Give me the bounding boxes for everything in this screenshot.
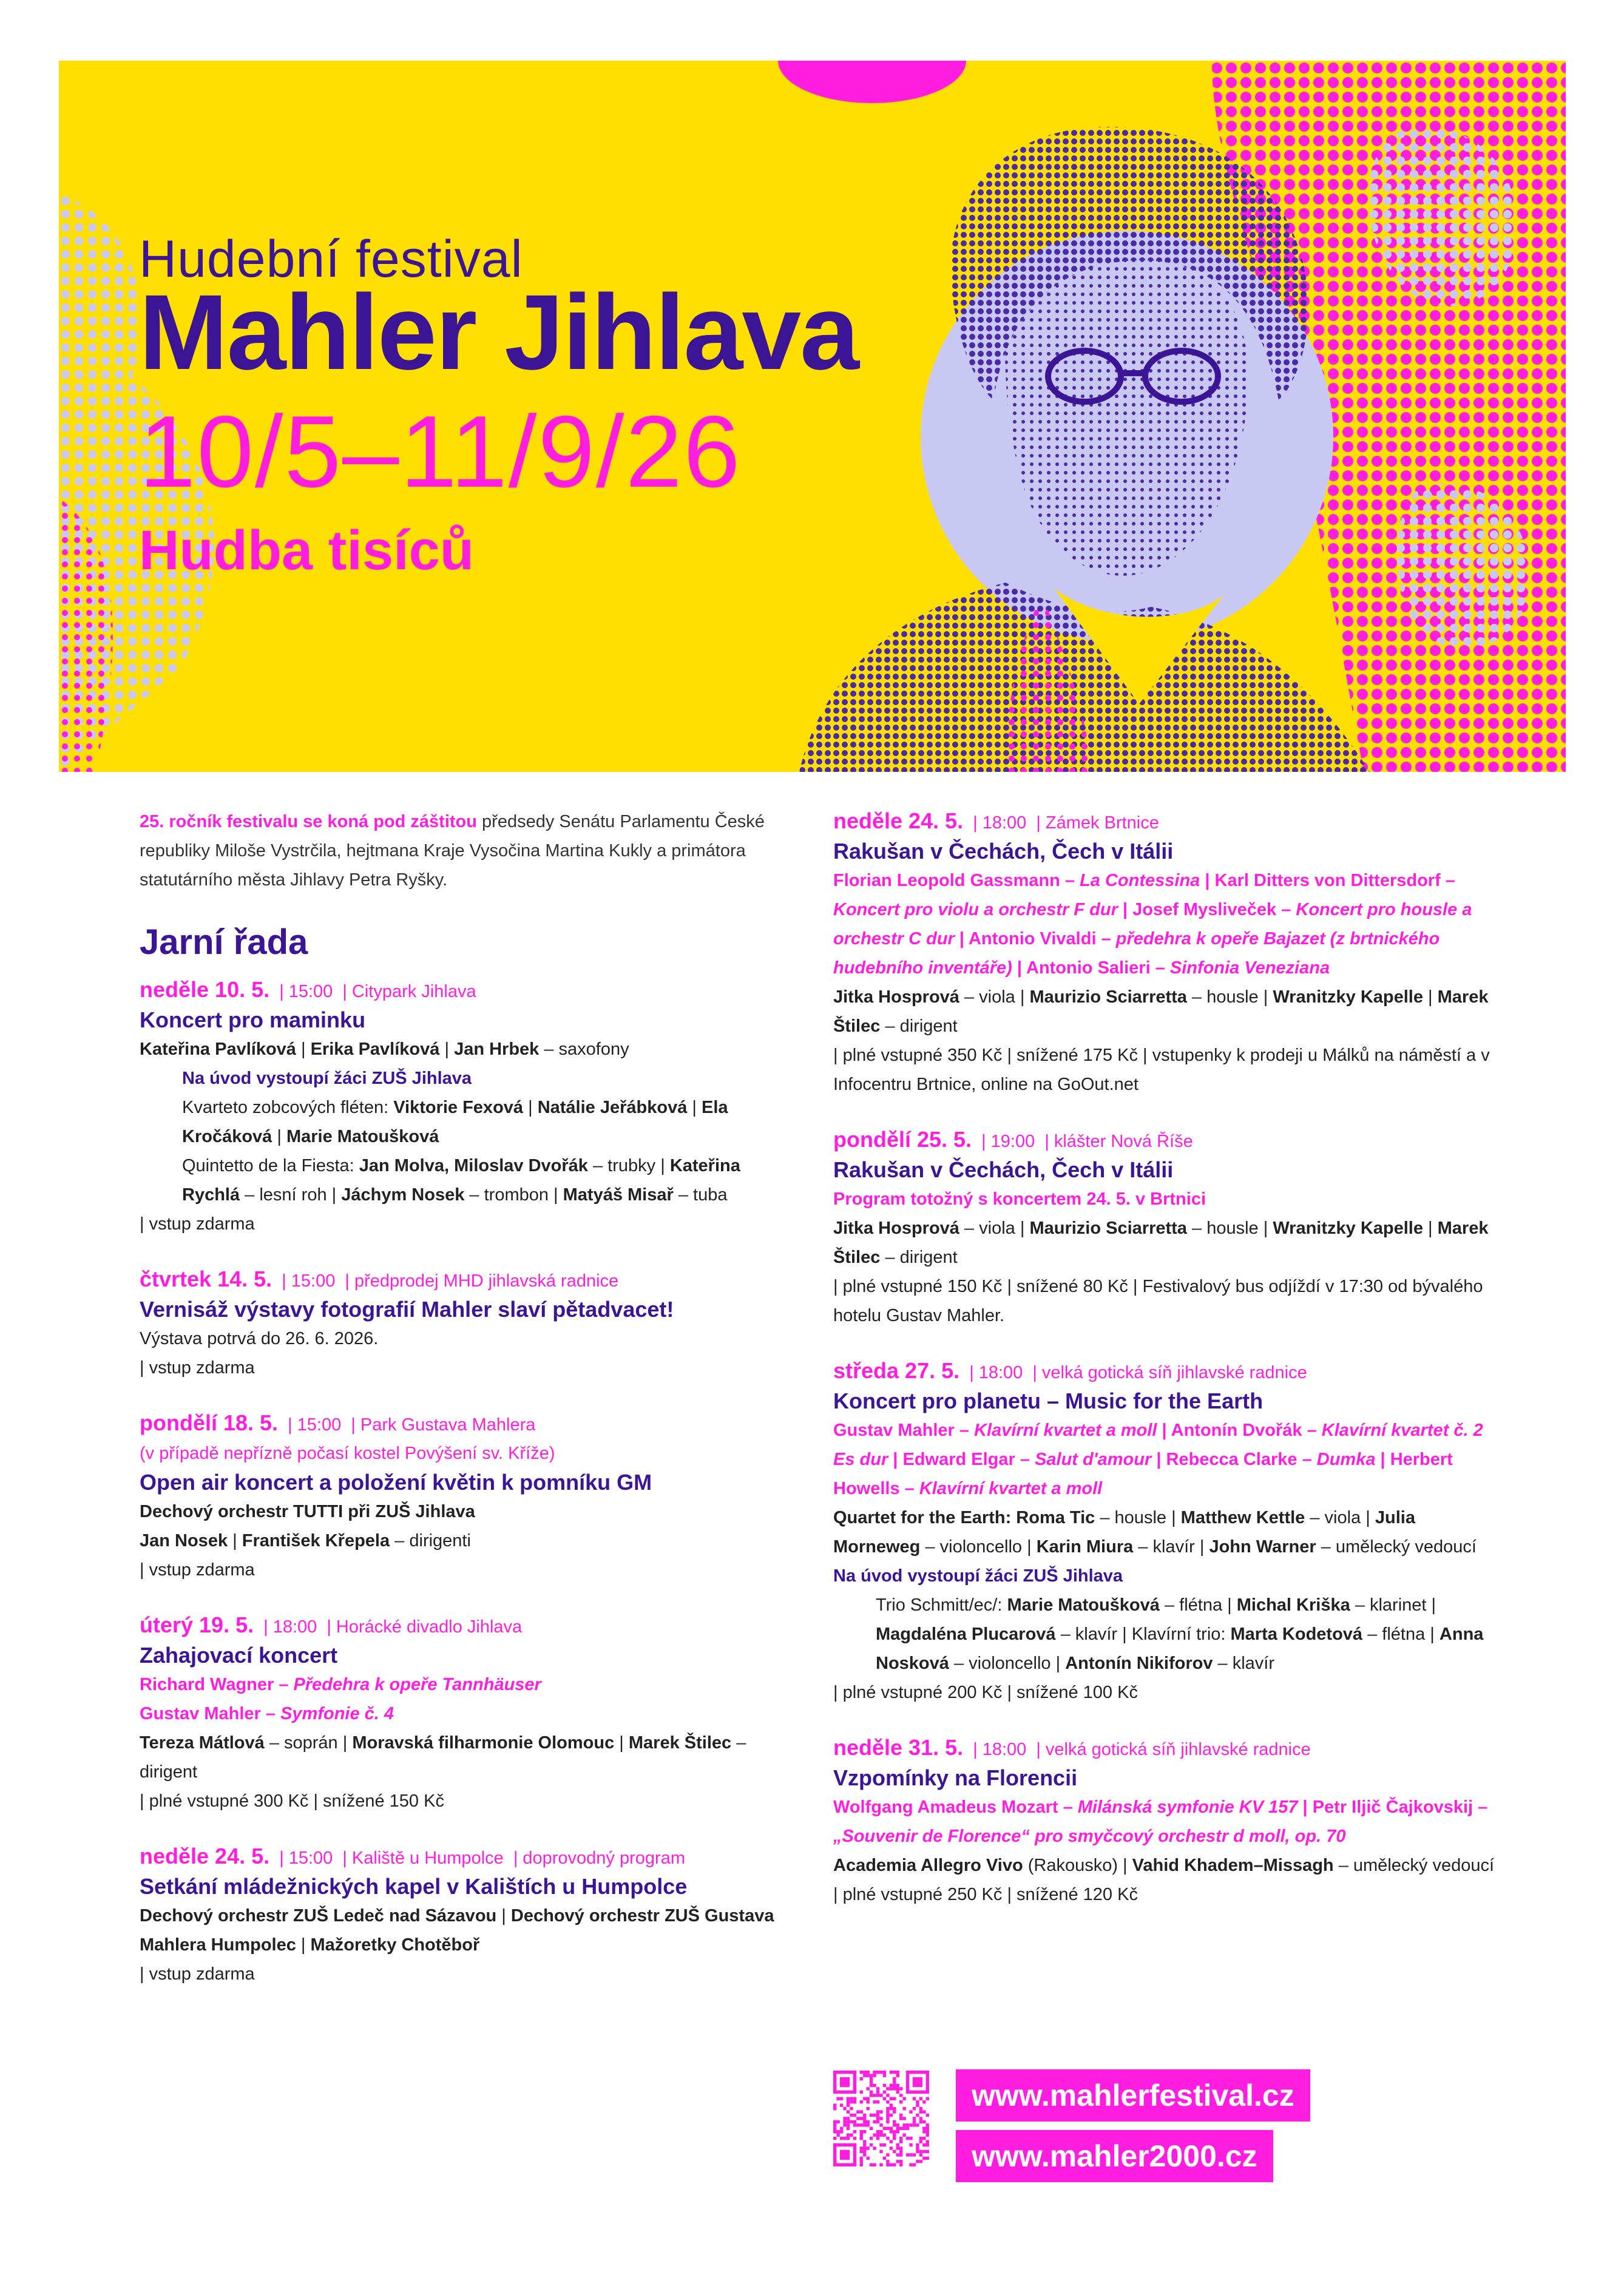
event-meta: klášter Nová Říše — [1054, 1132, 1193, 1151]
event-date: pondělí 18. 5. — [140, 1410, 279, 1435]
event-detail-line: Kvarteto zobcových fléten: Viktorie Fexová | Natálie Jeřábková | Ela Kročáková | Marie Matoušková — [182, 1098, 728, 1146]
festival-subtitle: Hudební festival — [139, 230, 523, 288]
event-meta: 18:00 — [982, 1740, 1027, 1759]
event-meta: Citypark Jihlava — [351, 982, 476, 1001]
event-meta: 15:00 — [291, 1271, 336, 1291]
event-title: Vernisáž výstavy fotografií Mahler slaví pětadvacet! — [140, 1297, 674, 1322]
event-date: neděle 10. 5. — [140, 977, 270, 1002]
event-detail-line: | vstup zdarma — [140, 1964, 255, 1984]
event-title: Koncert pro maminku — [140, 1007, 366, 1032]
event-detail-line: Academia Allegro Vivo (Rakousko) | Vahid Khadem–Missagh – umělecký vedoucí — [833, 1856, 1495, 1875]
event-note: (v případě nepřízně počasí kostel Povýšení sv. Kříže) — [140, 1444, 555, 1463]
event-detail-line: Na úvod vystoupí žáci ZUŠ Jihlava — [182, 1069, 472, 1088]
event-date: pondělí 25. 5. — [833, 1127, 972, 1152]
event-program: Gustav Mahler – Symfonie č. 4 — [140, 1704, 394, 1723]
series-title: Jarní řada — [140, 922, 308, 962]
event-title: Rakušan v Čechách, Čech v Itálii — [833, 839, 1174, 864]
event-program: Wolfgang Amadeus Mozart – Milánská symfonie KV 157 | Petr Iljič Čajkovskij – „Souvenir de Florence“ pro smyčcový orchestr d moll, op. 70 — [833, 1797, 1488, 1846]
program-column-left — [140, 807, 783, 2015]
event-detail-line: Dechový orchestr ZUŠ Ledeč nad Sázavou | Dechový orchestr ZUŠ Gustava Mahlera Humpolec | Mažoretky Chotěboř — [140, 1906, 774, 1955]
festival-title: Mahler Jihlava — [139, 273, 859, 392]
event-meta: předprodej MHD jihlavská radnice — [354, 1271, 619, 1291]
event-list-right — [833, 807, 1495, 1909]
event-item — [833, 807, 1495, 1099]
event-title: Zahajovací koncert — [140, 1643, 338, 1668]
event-detail-line: Tereza Mátlová – soprán | Moravská filharmonie Olomouc | Marek Štilec – dirigent — [140, 1733, 746, 1782]
event-meta: velká gotická síň jihlavské radnice — [1041, 1363, 1307, 1382]
festival-motto: Hudba tisíců — [139, 519, 475, 581]
event-header: čtvrtek 14. 5. | 15:00 | předprodej MHD jihlavská radnice — [140, 1266, 619, 1291]
event-meta: 18:00 — [978, 1363, 1023, 1382]
festival-website-link[interactable]: www.mahlerfestival.cz — [956, 2069, 1310, 2122]
hero-banner — [59, 61, 1566, 772]
event-detail-line: Jitka Hosprová – viola | Maurizio Sciarretta – housle | Wranitzky Kapelle | Marek Štilec – dirigent — [833, 1219, 1489, 1267]
event-meta: 19:00 — [990, 1132, 1035, 1151]
intro-paragraph — [140, 807, 783, 894]
event-detail-line: Dechový orchestr TUTTI při ZUŠ Jihlava — [140, 1502, 475, 1521]
event-date: středa 27. 5. — [833, 1358, 960, 1383]
event-meta: Horácké divadlo Jihlava — [336, 1617, 523, 1637]
festival-dates: 10/5–11/9/26 — [139, 394, 742, 509]
event-program: Richard Wagner – Předehra k opeře Tannhäuser — [140, 1675, 541, 1694]
event-title: Vzpomínky na Florencii — [833, 1765, 1078, 1790]
event-detail-line: | plné vstupné 200 Kč | snížené 100 Kč — [833, 1683, 1138, 1702]
event-detail-line: | plné vstupné 300 Kč | snížené 150 Kč — [140, 1791, 444, 1811]
intro-highlight: 25. ročník festivalu se koná pod záštitou — [140, 812, 477, 831]
event-program: Gustav Mahler – Klavírní kvartet a moll | Antonín Dvořák – Klavírní kvartet č. 2 Es dur | Edward Elgar – Salut d'amour | Rebecca Clarke – Dumka | Herbert Howells – Klavírní kvartet a moll — [833, 1421, 1483, 1498]
event-header: pondělí 18. 5. | 15:00 | Park Gustava Mahlera — [140, 1410, 536, 1435]
event-item — [833, 1734, 1495, 1909]
event-meta: velká gotická síň jihlavské radnice — [1045, 1740, 1311, 1759]
event-header: neděle 10. 5. | 15:00 | Citypark Jihlava — [140, 977, 476, 1002]
event-detail-line: | vstup zdarma — [140, 1214, 255, 1234]
event-meta: Kaliště u Humpolce — [351, 1848, 504, 1868]
event-detail-line: Jan Nosek | František Křepela – dirigenti — [140, 1531, 471, 1550]
event-meta: 15:00 — [288, 1848, 333, 1868]
mahler2000-website-link[interactable]: www.mahler2000.cz — [956, 2130, 1273, 2182]
event-detail-line: Kateřina Pavlíková | Erika Pavlíková | Jan Hrbek – saxofony — [140, 1040, 629, 1059]
event-header: neděle 24. 5. | 15:00 | Kaliště u Humpolce | doprovodný program — [140, 1844, 685, 1868]
event-detail-line: Quartet for the Earth: Roma Tic – housle | Matthew Kettle – viola | Julia Morneweg – violoncello | Karin Miura – klavír | John Warner – umělecký vedoucí — [833, 1508, 1477, 1557]
event-detail-line: Na úvod vystoupí žáci ZUŠ Jihlava — [833, 1566, 1123, 1586]
event-detail-line: | plné vstupné 250 Kč | snížené 120 Kč — [833, 1885, 1138, 1904]
event-detail-line: | plné vstupné 150 Kč | snížené 80 Kč | Festivalový bus odjíždí v 17:30 od bývalého hotelu Gustav Mahler. — [833, 1277, 1483, 1325]
event-detail-line: | vstup zdarma — [140, 1560, 255, 1580]
event-header: středa 27. 5. | 18:00 | velká gotická síň jihlavské radnice — [833, 1358, 1307, 1383]
event-title: Setkání mládežnických kapel v Kalištích u Humpolce — [140, 1874, 688, 1899]
event-item — [140, 1265, 783, 1382]
event-detail-line: | vstup zdarma — [140, 1358, 255, 1378]
event-item — [140, 1409, 783, 1584]
event-date: neděle 24. 5. — [140, 1844, 270, 1868]
event-title: Open air koncert a položení květin k pomníku GM — [140, 1470, 652, 1495]
event-meta: Park Gustava Mahlera — [360, 1415, 536, 1435]
intro-text: předsedy Senátu Parlamentu České republiky Miloše Vystrčila, hejtmana Kraje Vysočina Martina Kukly a primátora statutárního města Jihlavy Petra Ryšky. — [140, 812, 765, 890]
event-item — [140, 1611, 783, 1816]
event-detail-line: Trio Schmitt/ec/: Marie Matoušková – flétna | Michal Kriška – klarinet | Magdaléna Plucarová – klavír | Klavírní trio: Marta Kodetová – flétna | Anna Nosková – violoncello | Antonín Nikiforov – klavír — [876, 1595, 1484, 1673]
event-program: Program totožný s koncertem 24. 5. v Brtnici — [833, 1189, 1206, 1209]
program-column-right — [833, 807, 1495, 1936]
event-item — [833, 1126, 1495, 1330]
event-header: úterý 19. 5. | 18:00 | Horácké divadlo Jihlava — [140, 1612, 523, 1637]
event-program: Florian Leopold Gassmann – La Contessina | Karl Ditters von Dittersdorf – Koncert pro violu a orchestr F dur | Josef Mysliveček – Koncert pro housle a orchestr C dur | Antonio Vivaldi – předehra k opeře Bajazet (z brtnického hudebního inventáře) | Antonio Salieri – Sinfonia Veneziana — [833, 871, 1472, 978]
event-meta: 15:00 — [288, 982, 333, 1001]
qr-code-icon[interactable] — [833, 2071, 929, 2166]
event-list-left — [140, 976, 783, 1989]
event-title: Koncert pro planetu – Music for the Earth — [833, 1388, 1264, 1413]
event-detail-line: Jitka Hosprová – viola | Maurizio Sciarretta – housle | Wranitzky Kapelle | Marek Štilec – dirigent — [833, 987, 1489, 1036]
event-meta: 18:00 — [982, 813, 1027, 833]
event-item — [833, 1357, 1495, 1707]
event-meta: Zámek Brtnice — [1045, 813, 1159, 833]
decor-circle-top — [778, 61, 966, 103]
event-date: neděle 31. 5. — [833, 1735, 964, 1760]
event-meta: doprovodný program — [523, 1848, 685, 1868]
event-header: pondělí 25. 5. | 19:00 | klášter Nová Říše — [833, 1127, 1193, 1152]
event-header: neděle 24. 5. | 18:00 | Zámek Brtnice — [833, 808, 1159, 833]
event-date: neděle 24. 5. — [833, 808, 964, 833]
event-detail-line: | plné vstupné 350 Kč | snížené 175 Kč | vstupenky k prodeji u Málků na náměstí a v Infocentru Brtnice, online na GoOut.net — [833, 1046, 1490, 1094]
event-date: čtvrtek 14. 5. — [140, 1266, 272, 1291]
event-detail-line: Výstava potrvá do 26. 6. 2026. — [140, 1329, 379, 1348]
event-header: neděle 31. 5. | 18:00 | velká gotická síň jihlavské radnice — [833, 1735, 1311, 1760]
event-item — [140, 1842, 783, 1989]
event-date: úterý 19. 5. — [140, 1612, 254, 1637]
event-item — [140, 976, 783, 1239]
event-detail-line: Quintetto de la Fiesta: Jan Molva, Miloslav Dvořák – trubky | Kateřina Rychlá – lesní roh | Jáchym Nosek – trombon | Matyáš Misař – tuba — [182, 1156, 740, 1205]
event-meta: 18:00 — [272, 1617, 317, 1637]
event-meta: 15:00 — [297, 1415, 342, 1435]
event-title: Rakušan v Čechách, Čech v Itálii — [833, 1157, 1174, 1182]
